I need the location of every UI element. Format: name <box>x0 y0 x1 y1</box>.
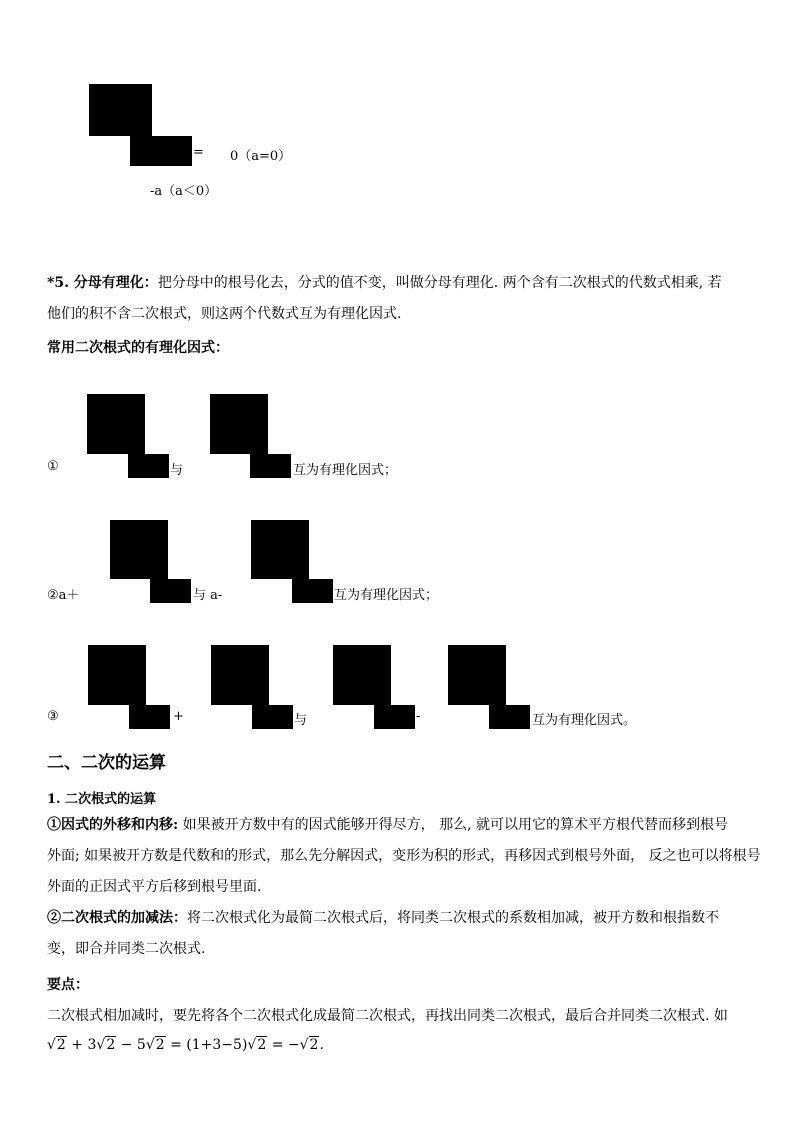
item2-sqrt-block-a-top <box>110 520 168 579</box>
item3-tail: 互为有理化因式。 <box>532 713 637 728</box>
radicand: 2 <box>309 1037 319 1053</box>
move-line3: 外面的正因式平方后移到根号里面. <box>47 879 262 895</box>
subsection-title: 1. 二次根式的运算 <box>47 792 157 807</box>
coefficient: 3 <box>87 1037 97 1053</box>
key-points-text: 二次根式相加减时，要先将各个二次根式化成最简二次根式，再找出同类二次根式，最后合并同类二次根式. 如 <box>47 1008 728 1024</box>
item3-sqrt-block-b-bottom <box>252 705 293 729</box>
item3-sqrt-block-b-top <box>211 645 269 705</box>
radicand: 2 <box>56 1037 66 1053</box>
period: . <box>319 1037 324 1053</box>
item3-sqrt-block-d-bottom <box>489 705 530 729</box>
move-paragraph <box>47 810 761 903</box>
sqrt-sign: √ <box>299 1037 309 1053</box>
section5-line1-text: 把分母中的根号化去，分式的值不变，叫做分母有理化. 两个含有二次根式的代数式相乘, 若 <box>157 275 722 291</box>
plus-sign: + <box>71 1037 84 1053</box>
formula-equals: = <box>193 145 204 160</box>
item2-marker: ②a＋ <box>47 588 80 603</box>
move-title: ①因式的外移和内移: <box>47 817 179 833</box>
coefficient: 5 <box>136 1037 146 1053</box>
sqrt-sign: √ <box>247 1037 257 1053</box>
item1-sqrt-block-a-bottom <box>128 454 169 478</box>
item1-marker: ① <box>47 459 59 474</box>
addsub-line1 <box>47 903 747 934</box>
section5-paragraph <box>47 268 747 330</box>
item2-join: 与 a- <box>193 588 223 603</box>
common-factors-title: 常用二次根式的有理化因式： <box>47 340 229 356</box>
section5-line2: 他们的积不含二次根式，则这两个代数式互为有理化因式. <box>47 306 402 322</box>
item2-tail: 互为有理化因式； <box>334 588 439 603</box>
radicand: 2 <box>257 1037 267 1053</box>
item3-join: 与 <box>294 713 308 728</box>
addsub-line2: 变，即合并同类二次根式. <box>47 941 206 957</box>
addsub-paragraph <box>47 903 747 965</box>
item2-sqrt-block-b-top <box>251 520 309 579</box>
move-line2: 外面; 如果被开方数是代数和的形式，那么先分解因式，变形为积的形式，再移因式到根号外面， 反之也可以将根号 <box>47 848 761 864</box>
example-formula <box>47 1037 324 1053</box>
minus-sign: − <box>287 1037 300 1053</box>
radicand: 2 <box>155 1037 165 1053</box>
item1-tail: 互为有理化因式； <box>293 463 398 478</box>
key-points-title: 要点： <box>47 977 89 993</box>
item3-sqrt-block-a-top <box>88 645 146 705</box>
move-line1-text: 如果被开方数中有的因式能够开得尽方， 那么, 就可以用它的算术平方根代替而移到根号 <box>178 817 728 833</box>
addsub-title: ②二次根式的加减法： <box>47 910 187 926</box>
item3-sqrt-block-a-bottom <box>129 705 170 729</box>
item1-sqrt-block-b-top <box>210 394 268 454</box>
item2-sqrt-block-a-bottom <box>150 579 191 603</box>
addsub-line1-text: 将二次根式化为最简二次根式后，将同类二次根式的系数相加减，被开方数和根指数不 <box>187 910 719 926</box>
coefficient-sum: (1+3−5) <box>186 1037 248 1053</box>
section5-line1 <box>47 268 747 299</box>
formula-image-block-top <box>89 84 152 136</box>
item3-sqrt-block-d-top <box>448 645 506 705</box>
sqrt-sign: √ <box>145 1037 155 1053</box>
move-line1 <box>47 810 747 841</box>
item3-sqrt-block-c-top <box>333 645 391 705</box>
section-title: 二、二次的运算 <box>47 753 166 773</box>
item1-join: 与 <box>170 463 184 478</box>
formula-case-negative: -a（a＜0） <box>150 184 218 199</box>
equals-sign: = <box>271 1037 284 1053</box>
item3-plus: + <box>173 709 184 724</box>
item1-sqrt-block-b-bottom <box>250 454 291 478</box>
sqrt-sign: √ <box>96 1037 106 1053</box>
item3-minus: - <box>416 709 421 724</box>
formula-case-zero: 0（a=0） <box>230 149 292 164</box>
minus-sign: − <box>120 1037 133 1053</box>
radicand: 2 <box>106 1037 116 1053</box>
item1-sqrt-block-a-top <box>87 394 145 454</box>
formula-image-block-bottom <box>130 136 192 166</box>
item3-sqrt-block-c-bottom <box>374 705 415 729</box>
section5-title: *5. 分母有理化： <box>47 275 158 291</box>
equals-sign: = <box>170 1037 182 1053</box>
item2-sqrt-block-b-bottom <box>292 579 333 603</box>
item3-marker: ③ <box>47 709 59 724</box>
sqrt-sign: √ <box>47 1037 56 1053</box>
